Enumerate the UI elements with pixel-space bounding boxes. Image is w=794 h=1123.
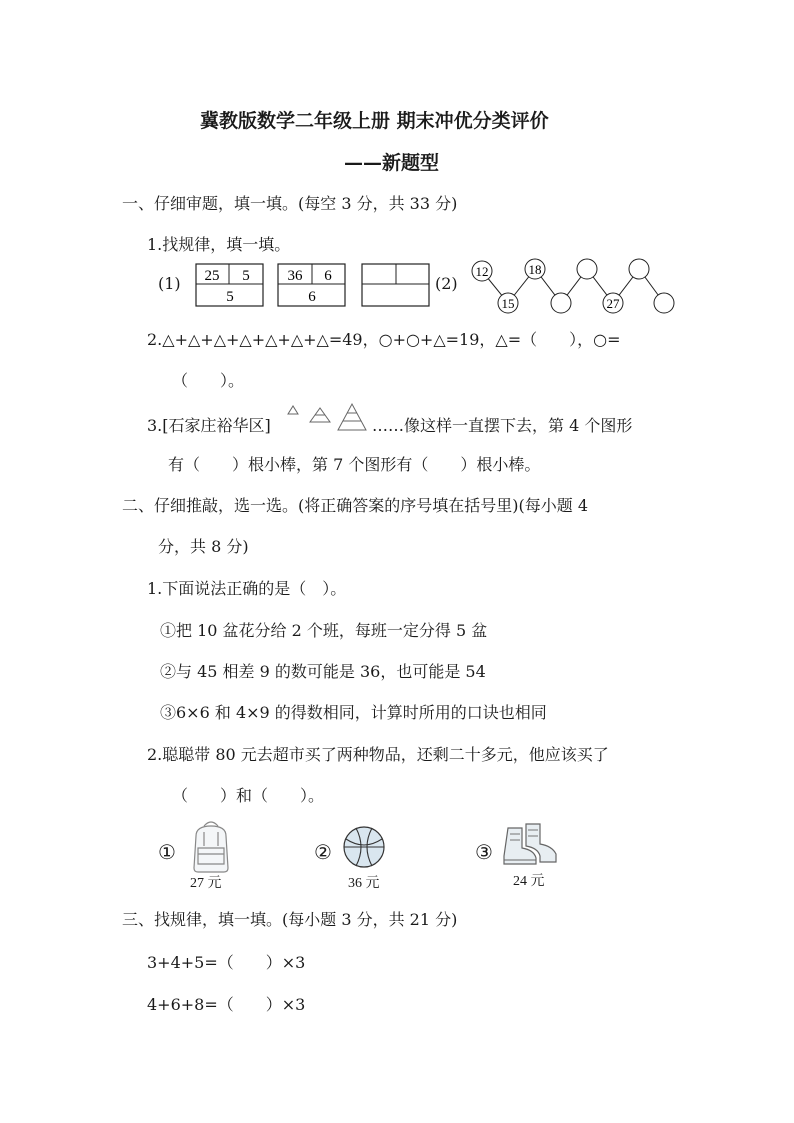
basketball-icon [342,825,386,869]
question-1-2-line-2: （ ）。 [172,371,245,390]
number-box-1 [196,264,263,306]
svg-text:18: 18 [528,262,542,277]
part-1-label: (1) [158,274,181,293]
item-3-price: 24 元 [513,874,545,889]
triangle-figure-1 [288,406,298,414]
box-1-bottom: 5 [226,289,234,305]
pattern-equation-2: 4+6+8=（ ）×3 [147,995,306,1014]
svg-text:12: 12 [475,264,489,279]
backpack-icon [188,818,234,874]
box-1-top-right: 5 [242,268,250,284]
box-2-top-left: 36 [287,268,303,284]
triangle-stick-figures [286,400,372,432]
question-2-1-label: 1.下面说法正确的是（ ）。 [147,579,347,598]
item-1-marker: ① [158,840,176,864]
number-box-2 [278,264,345,306]
svg-text:27: 27 [606,296,620,311]
number-box-3[interactable] [362,264,429,306]
chain-circle-3 [525,259,545,279]
question-1-2-line-1: 2.△+△+△+△+△+△+△=49，○+○+△=19，△=（ ），○= [147,330,621,349]
boots-icon [500,822,562,868]
item-2-marker: ② [314,840,332,864]
chain-circle-5[interactable] [577,259,597,279]
section-1-heading: 一、仔细审题，填一填。(每空 3 分，共 33 分) [122,194,458,213]
zigzag-number-chain [468,255,678,317]
chain-circle-6 [603,293,623,313]
number-box-pattern [195,263,435,307]
question-1-3-prefix: 3.[石家庄裕华区] [147,416,271,435]
question-1-3-line-2: 有（ ）根小棒，第 7 个图形有（ ）根小棒。 [168,455,541,474]
option-3[interactable]: ③6×6 和 4×9 的得数相同，计算时所用的口诀也相同 [160,703,547,722]
item-2-price: 36 元 [348,876,380,891]
box-2-top-right: 6 [324,268,332,284]
chain-circle-1 [472,261,492,281]
section-2-heading-line-2: 分，共 8 分) [158,537,249,556]
item-1-price: 27 元 [190,876,222,891]
triangle-figure-3 [338,404,366,430]
document-title: 冀教版数学二年级上册 期末冲优分类评价 [200,110,549,132]
chain-circle-7[interactable] [629,259,649,279]
svg-text:15: 15 [501,296,515,311]
chain-circle-8[interactable] [654,293,674,313]
section-2-heading-line-1: 二、仔细推敲，选一选。(将正确答案的序号填在括号里)(每小题 4 [122,496,588,515]
option-1[interactable]: ①把 10 盆花分给 2 个班，每班一定分得 5 盆 [160,621,488,640]
document-subtitle: ——新题型 [344,152,440,174]
item-3-marker: ③ [475,840,493,864]
question-1-3-suffix: ……像这样一直摆下去，第 4 个图形 [372,416,633,435]
triangle-figure-2 [310,408,330,422]
part-2-label: (2) [435,274,458,293]
section-3-heading: 三、找规律，填一填。(每小题 3 分，共 21 分) [122,910,458,929]
box-1-top-left: 25 [204,268,220,284]
pattern-equation-1: 3+4+5=（ ）×3 [147,953,306,972]
chain-circle-2 [498,293,518,313]
box-2-bottom: 6 [308,289,316,305]
question-1-1-label: 1.找规律，填一填。 [147,235,291,254]
option-2[interactable]: ②与 45 相差 9 的数可能是 36，也可能是 54 [160,662,486,681]
question-2-2-line-1: 2.聪聪带 80 元去超市买了两种物品，还剩二十多元，他应该买了 [147,745,609,764]
question-2-2-line-2: （ ）和（ ）。 [172,786,325,805]
chain-circle-4[interactable] [551,293,571,313]
